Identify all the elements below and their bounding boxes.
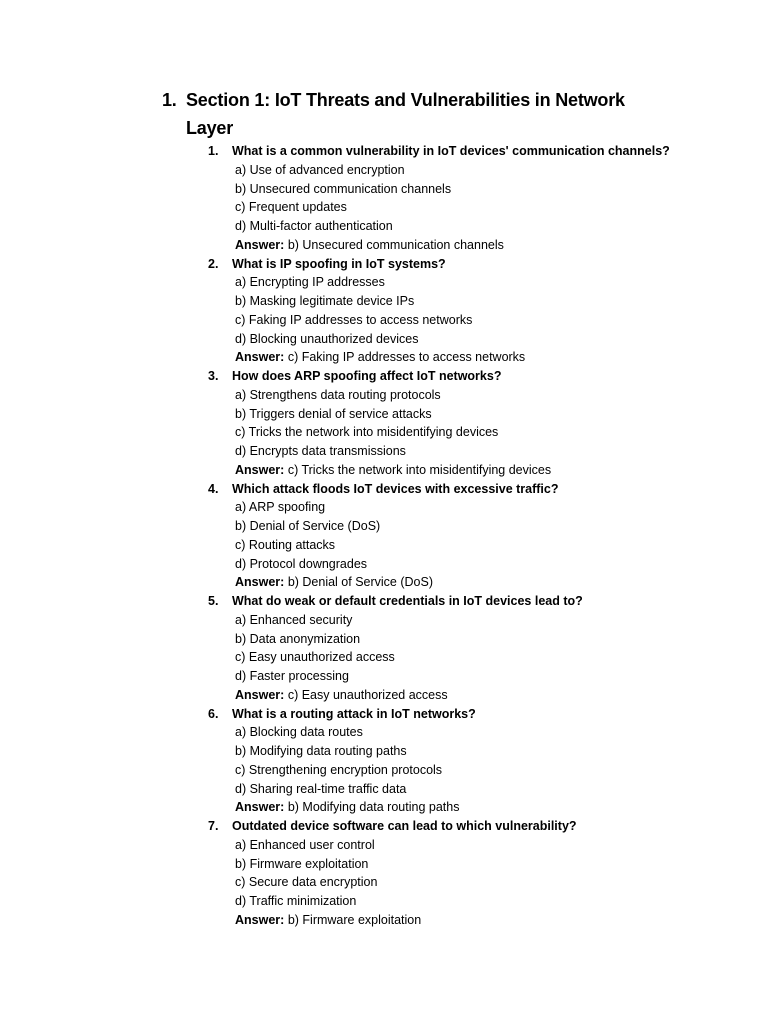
- answer-option: a) Encrypting IP addresses: [235, 275, 385, 290]
- answer-option: c) Secure data encryption: [235, 875, 378, 890]
- answer-option: c) Routing attacks: [235, 537, 336, 552]
- question-block: [208, 142, 748, 255]
- question-number: 4.: [208, 481, 219, 496]
- question-line: [208, 255, 748, 274]
- question-text: What is a routing attack in IoT networks?: [232, 706, 476, 721]
- answer-option: d) Blocking unauthorized devices: [235, 331, 419, 346]
- answer-value: b) Denial of Service (DoS): [287, 575, 434, 590]
- answer-option: b) Masking legitimate device IPs: [235, 294, 415, 308]
- section-title: Section 1: IoT Threats and Vulnerabilities in Network Layer: [186, 90, 625, 138]
- answer-label: Answer:: [235, 462, 285, 477]
- question-line: [208, 367, 748, 386]
- question-block: [208, 592, 748, 705]
- section-heading: [162, 86, 662, 142]
- question-text: How does ARP spoofing affect IoT networks?: [232, 369, 502, 383]
- answer-option: c) Easy unauthorized access: [235, 650, 395, 665]
- answer-option: a) Blocking data routes: [235, 725, 363, 740]
- answer-option: b) Modifying data routing paths: [235, 744, 407, 758]
- question-line: [208, 592, 748, 611]
- answer-value: b) Modifying data routing paths: [287, 800, 460, 815]
- answer-option: d) Faster processing: [235, 669, 349, 683]
- answer-option: c) Frequent updates: [235, 200, 347, 215]
- answer-option: a) Strengthens data routing protocols: [235, 387, 441, 402]
- question-block: [208, 705, 748, 818]
- question-number: 7.: [208, 819, 219, 833]
- question-line: [208, 705, 748, 724]
- answer-option: d) Encrypts data transmissions: [235, 444, 406, 458]
- answer-option: d) Multi-factor authentication: [235, 219, 393, 233]
- question-text: What do weak or default credentials in IoT devices lead to?: [232, 594, 583, 608]
- answer-option: c) Strengthening encryption protocols: [235, 762, 443, 777]
- answer-value: c) Faking IP addresses to access networks: [287, 350, 526, 365]
- question-text: What is IP spoofing in IoT systems?: [232, 256, 446, 271]
- question-number: 3.: [208, 369, 219, 383]
- answer-option: d) Sharing real-time traffic data: [235, 781, 407, 796]
- answer-label: Answer:: [235, 350, 285, 365]
- question-number: 5.: [208, 594, 219, 608]
- question-line: [208, 142, 748, 161]
- question-number: 2.: [208, 256, 219, 271]
- answer-line: [235, 236, 748, 255]
- question-text: Which attack floods IoT devices with excessive traffic?: [232, 481, 559, 496]
- answer-line: [235, 348, 748, 367]
- answer-option: b) Unsecured communication channels: [235, 181, 452, 196]
- answer-option: b) Data anonymization: [235, 631, 361, 646]
- answer-label: Answer:: [235, 575, 285, 590]
- answer-option: b) Triggers denial of service attacks: [235, 406, 432, 421]
- question-line: [208, 480, 748, 499]
- answer-label: Answer:: [235, 800, 285, 815]
- question-number: 1.: [208, 144, 219, 158]
- answer-line: [235, 686, 748, 705]
- question-text: What is a common vulnerability in IoT devices' communication channels?: [232, 144, 670, 158]
- answer-value: b) Unsecured communication channels: [287, 237, 504, 252]
- answer-option: c) Faking IP addresses to access networks: [235, 312, 473, 327]
- answer-option: d) Traffic minimization: [235, 894, 357, 908]
- answer-line: [235, 573, 748, 592]
- answer-option: d) Protocol downgrades: [235, 556, 368, 571]
- answer-option: a) ARP spoofing: [235, 500, 326, 515]
- section-number: 1.: [162, 90, 177, 110]
- question-block: [208, 817, 748, 930]
- answer-label: Answer:: [235, 237, 285, 252]
- answer-option: b) Denial of Service (DoS): [235, 519, 381, 533]
- answer-option: c) Tricks the network into misidentifying devices: [235, 425, 499, 440]
- answer-option: a) Use of advanced encryption: [235, 162, 405, 177]
- question-block: [208, 367, 748, 480]
- answer-option: b) Firmware exploitation: [235, 856, 369, 871]
- answer-line: [235, 798, 748, 817]
- question-line: [208, 817, 748, 836]
- answer-line: [235, 461, 748, 480]
- answer-value: c) Easy unauthorized access: [287, 687, 448, 702]
- question-block: [208, 255, 748, 368]
- answer-line: [235, 911, 748, 930]
- question-list: [208, 142, 748, 930]
- question-number: 6.: [208, 706, 219, 721]
- answer-value: c) Tricks the network into misidentifying devices: [287, 462, 552, 477]
- answer-option: a) Enhanced user control: [235, 837, 375, 852]
- answer-value: b) Firmware exploitation: [287, 912, 422, 927]
- question-block: [208, 480, 748, 593]
- answer-label: Answer:: [235, 912, 285, 927]
- answer-option: a) Enhanced security: [235, 612, 353, 627]
- question-text: Outdated device software can lead to which vulnerability?: [232, 819, 577, 833]
- answer-label: Answer:: [235, 687, 285, 702]
